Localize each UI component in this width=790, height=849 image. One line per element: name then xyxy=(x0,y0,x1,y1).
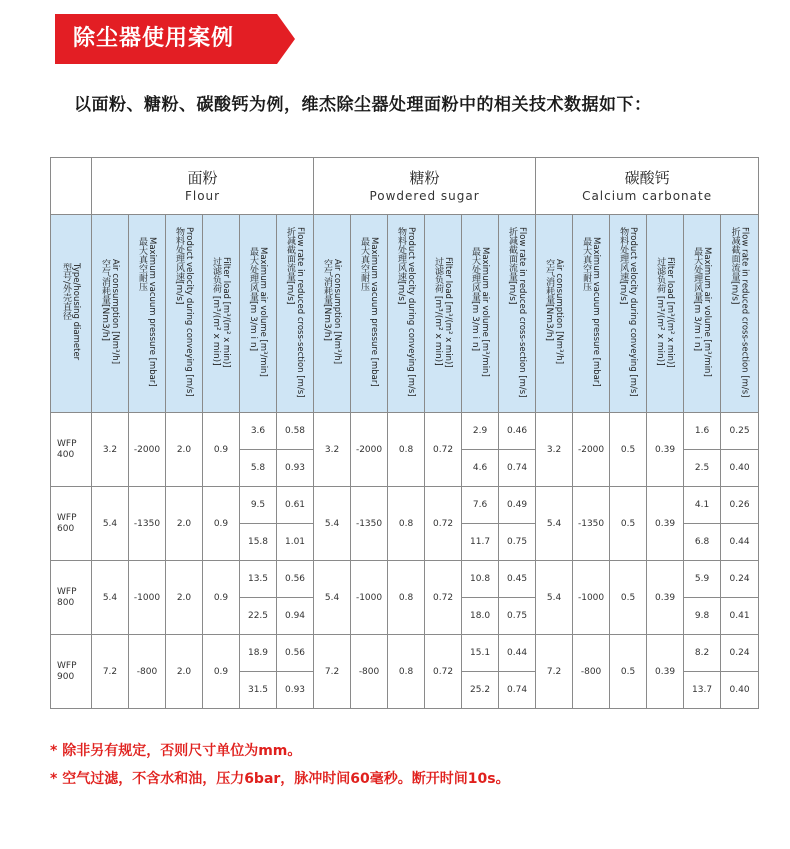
value-cell-vel: 2.0 xyxy=(166,413,203,487)
value-cell-flow: 0.49 xyxy=(499,487,536,524)
model-prefix: WFP xyxy=(57,586,77,597)
value-cell-air: 5.4 xyxy=(536,487,573,561)
value-cell-vel: 2.0 xyxy=(166,561,203,635)
table-row xyxy=(51,635,759,672)
column-header-en: Flow rate in reduced cross-section [m/s] xyxy=(739,226,750,398)
column-header-cell xyxy=(92,215,129,413)
value-cell-flow: 0.40 xyxy=(721,672,759,709)
value-cell-vol: 4.1 xyxy=(684,487,721,524)
value-cell-vol: 15.1 xyxy=(462,635,499,672)
column-header xyxy=(618,227,638,397)
value-cell-flow: 0.75 xyxy=(499,598,536,635)
column-header-cell xyxy=(573,215,610,413)
value-cell-vac: -2000 xyxy=(129,413,166,487)
group-zh: 碳酸钙 xyxy=(624,169,670,187)
value-cell-vol: 18.9 xyxy=(240,635,277,672)
column-header-cell xyxy=(425,215,462,413)
model-prefix: WFP xyxy=(57,660,77,671)
value-cell-vel: 0.8 xyxy=(388,413,425,487)
value-cell-air: 5.4 xyxy=(314,561,351,635)
value-cell-flow: 1.01 xyxy=(277,524,314,561)
column-header-zh: 物料处理风速[m/s] xyxy=(396,227,407,305)
column-header-zh: 折减截面流量[m/s] xyxy=(729,226,740,305)
value-cell-vel: 0.5 xyxy=(610,561,647,635)
column-header-zh: 物料处理风速[m/s] xyxy=(618,227,629,305)
value-cell-vol: 9.8 xyxy=(684,598,721,635)
value-cell-vol: 9.5 xyxy=(240,487,277,524)
column-header-cell xyxy=(351,215,388,413)
model-header-en: Type/housing diameter xyxy=(71,263,81,361)
column-header xyxy=(581,237,601,387)
value-cell-filter: 0.72 xyxy=(425,635,462,709)
value-cell-air: 3.2 xyxy=(92,413,129,487)
value-cell-flow: 0.58 xyxy=(277,413,314,450)
value-cell-filter: 0.72 xyxy=(425,413,462,487)
value-cell-flow: 0.93 xyxy=(277,450,314,487)
value-cell-vol: 18.0 xyxy=(462,598,499,635)
value-cell-vol: 2.9 xyxy=(462,413,499,450)
group-en: Calcium carbonate xyxy=(582,189,713,203)
value-cell-filter: 0.39 xyxy=(647,413,684,487)
spec-table-wrap xyxy=(50,157,750,713)
corner-cell xyxy=(51,158,92,215)
column-header-cell xyxy=(647,215,684,413)
value-cell-filter: 0.9 xyxy=(203,487,240,561)
column-header-cell xyxy=(388,215,425,413)
banner-title: 除尘器使用案例 xyxy=(73,26,235,51)
column-header-cell xyxy=(203,215,240,413)
value-cell-flow: 0.26 xyxy=(721,487,759,524)
model-prefix: WFP xyxy=(57,512,77,523)
value-cell-vel: 0.8 xyxy=(388,561,425,635)
column-header-zh: 折减截面流量[m/s] xyxy=(507,226,518,305)
section-banner xyxy=(55,14,295,64)
value-cell-vol: 13.7 xyxy=(684,672,721,709)
value-cell-air: 5.4 xyxy=(92,561,129,635)
column-header-zh: 最大真空耐压 xyxy=(581,237,592,292)
value-cell-filter: 0.9 xyxy=(203,413,240,487)
column-header-cell xyxy=(314,215,351,413)
group-en: Powdered sugar xyxy=(369,189,480,203)
column-header-en: Air consumption [Nm³/h] xyxy=(332,259,343,365)
value-cell-air: 7.2 xyxy=(92,635,129,709)
column-header-zh: 空气消耗量[Nm3/h] xyxy=(100,259,110,342)
value-cell-vel: 0.5 xyxy=(610,487,647,561)
model-cell xyxy=(51,561,92,635)
value-cell-flow: 0.25 xyxy=(721,413,759,450)
table-row xyxy=(51,561,759,598)
value-cell-flow: 0.94 xyxy=(277,598,314,635)
column-header-en: Flow rate in reduced cross-section [m/s] xyxy=(517,226,528,398)
value-cell-vac: -800 xyxy=(351,635,388,709)
column-header-cell xyxy=(610,215,647,413)
value-cell-air: 7.2 xyxy=(314,635,351,709)
value-cell-vol: 4.6 xyxy=(462,450,499,487)
value-cell-vel: 2.0 xyxy=(166,635,203,709)
column-header-zh: 物料处理风速[m/s] xyxy=(174,227,184,305)
value-cell-vol: 11.7 xyxy=(462,524,499,561)
column-header-en: Filter load [m³/(m² x min)] xyxy=(443,256,454,368)
value-cell-vol: 8.2 xyxy=(684,635,721,672)
value-cell-vac: -1350 xyxy=(129,487,166,561)
model-size: 400 xyxy=(57,449,75,460)
value-cell-flow: 0.75 xyxy=(499,524,536,561)
column-header-en: Maximum vacuum pressure [mbar] xyxy=(591,237,602,387)
column-header xyxy=(359,237,379,387)
column-header-en: Filter load [m³/(m² x min)] xyxy=(221,256,231,368)
model-header-zh: 型号/外壳直径 xyxy=(61,263,71,321)
model-size: 900 xyxy=(57,671,75,682)
value-cell-vac: -1000 xyxy=(129,561,166,635)
value-cell-air: 5.4 xyxy=(536,561,573,635)
column-header xyxy=(692,247,712,377)
value-cell-vol: 5.9 xyxy=(684,561,721,598)
column-header-zh: 空气消耗量[Nm3/h] xyxy=(322,259,333,342)
model-header xyxy=(61,263,81,360)
value-cell-filter: 0.39 xyxy=(647,561,684,635)
column-header-zh: 最大处理风量[m 3/m i n] xyxy=(470,247,481,352)
value-cell-vol: 15.8 xyxy=(240,524,277,561)
column-header-en: Product velocity during conveying [m/s] xyxy=(628,227,639,397)
column-header xyxy=(655,257,675,368)
column-header-en: Maximum air volume [m³/min] xyxy=(702,247,713,377)
column-header xyxy=(396,227,416,397)
intro-text: 以面粉、糖粉、碳酸钙为例，维杰除尘器处理面粉中的相关技术数据如下： xyxy=(74,95,652,115)
model-size: 800 xyxy=(57,597,75,608)
column-header xyxy=(100,259,120,364)
value-cell-vel: 2.0 xyxy=(166,487,203,561)
column-header-en: Air consumption [Nm³/h] xyxy=(554,259,565,365)
note-air: * 空气过滤，不含水和油，压力6bar，脉冲时间60毫秒。断开时间10s。 xyxy=(50,771,510,787)
column-header-zh: 过滤负荷 [m³/(m² x min)] xyxy=(211,256,221,366)
value-cell-filter: 0.72 xyxy=(425,487,462,561)
value-cell-flow: 0.44 xyxy=(721,524,759,561)
value-cell-vol: 5.8 xyxy=(240,450,277,487)
column-header-en: Maximum air volume [m³/min] xyxy=(480,247,491,377)
column-header-cell xyxy=(536,215,573,413)
column-header xyxy=(248,247,268,377)
column-header-cell xyxy=(277,215,314,413)
value-cell-vac: -800 xyxy=(129,635,166,709)
column-header-cell xyxy=(129,215,166,413)
value-cell-vol: 13.5 xyxy=(240,561,277,598)
value-cell-filter: 0.72 xyxy=(425,561,462,635)
value-cell-air: 3.2 xyxy=(536,413,573,487)
column-header-en: Maximum vacuum pressure [mbar] xyxy=(147,237,157,387)
model-cell xyxy=(51,635,92,709)
note-units: * 除非另有规定，否则尺寸单位为mm。 xyxy=(50,743,302,759)
value-cell-vol: 6.8 xyxy=(684,524,721,561)
value-cell-vac: -1000 xyxy=(573,561,610,635)
spec-table xyxy=(50,157,759,709)
group-header-flour xyxy=(92,158,314,215)
column-header-zh: 空气消耗量[Nm3/h] xyxy=(544,259,555,342)
column-header-en: Product velocity during conveying [m/s] xyxy=(184,227,194,397)
value-cell-vel: 0.5 xyxy=(610,413,647,487)
column-header-cell xyxy=(462,215,499,413)
model-prefix: WFP xyxy=(57,438,77,449)
column-header-cell xyxy=(721,215,759,413)
value-cell-vol: 7.6 xyxy=(462,487,499,524)
value-cell-vol: 25.2 xyxy=(462,672,499,709)
column-header xyxy=(544,259,564,364)
column-header-zh: 最大处理风量[m 3/m i n] xyxy=(692,247,703,352)
model-cell xyxy=(51,487,92,561)
column-header xyxy=(285,227,305,397)
group-zh: 面粉 xyxy=(187,169,218,187)
column-header xyxy=(211,257,231,368)
value-cell-vol: 31.5 xyxy=(240,672,277,709)
group-header-calcium xyxy=(536,158,759,215)
group-header-sugar xyxy=(314,158,536,215)
column-header-zh: 最大真空耐压 xyxy=(359,237,370,292)
value-cell-air: 7.2 xyxy=(536,635,573,709)
value-cell-flow: 0.24 xyxy=(721,635,759,672)
value-cell-vel: 0.5 xyxy=(610,635,647,709)
column-header-cell xyxy=(166,215,203,413)
value-cell-vac: -800 xyxy=(573,635,610,709)
value-cell-vac: -2000 xyxy=(351,413,388,487)
column-header-cell xyxy=(499,215,536,413)
value-cell-flow: 0.40 xyxy=(721,450,759,487)
value-cell-vac: -1350 xyxy=(351,487,388,561)
column-header-zh: 过滤负荷 [m³/(m² x min)] xyxy=(433,256,444,366)
value-cell-flow: 0.45 xyxy=(499,561,536,598)
value-cell-flow: 0.44 xyxy=(499,635,536,672)
column-header xyxy=(174,227,194,397)
value-cell-vol: 22.5 xyxy=(240,598,277,635)
value-cell-flow: 0.56 xyxy=(277,635,314,672)
value-cell-filter: 0.39 xyxy=(647,635,684,709)
column-header xyxy=(137,237,157,387)
column-header xyxy=(470,247,490,377)
column-header-en: Maximum vacuum pressure [mbar] xyxy=(369,237,380,387)
column-header-en: Flow rate in reduced cross-section [m/s] xyxy=(295,226,306,398)
column-header xyxy=(322,259,342,364)
value-cell-flow: 0.93 xyxy=(277,672,314,709)
value-cell-air: 5.4 xyxy=(314,487,351,561)
column-header-en: Maximum air volume [m³/min] xyxy=(258,247,268,377)
column-header-row xyxy=(51,215,759,413)
model-header-cell xyxy=(51,215,92,413)
value-cell-vac: -2000 xyxy=(573,413,610,487)
value-cell-filter: 0.9 xyxy=(203,635,240,709)
value-cell-vac: -1000 xyxy=(351,561,388,635)
value-cell-vol: 10.8 xyxy=(462,561,499,598)
model-size: 600 xyxy=(57,523,75,534)
column-header xyxy=(730,227,750,397)
table-row xyxy=(51,487,759,524)
model-cell xyxy=(51,413,92,487)
value-cell-air: 3.2 xyxy=(314,413,351,487)
value-cell-vol: 3.6 xyxy=(240,413,277,450)
value-cell-vel: 0.8 xyxy=(388,635,425,709)
column-header xyxy=(507,227,527,397)
value-cell-filter: 0.39 xyxy=(647,487,684,561)
value-cell-flow: 0.46 xyxy=(499,413,536,450)
column-header-zh: 最大真空耐压 xyxy=(137,237,147,292)
table-row xyxy=(51,413,759,450)
value-cell-flow: 0.41 xyxy=(721,598,759,635)
value-cell-flow: 0.61 xyxy=(277,487,314,524)
value-cell-vol: 1.6 xyxy=(684,413,721,450)
column-header xyxy=(433,257,453,368)
column-header-cell xyxy=(240,215,277,413)
value-cell-flow: 0.74 xyxy=(499,672,536,709)
value-cell-flow: 0.24 xyxy=(721,561,759,598)
value-cell-flow: 0.56 xyxy=(277,561,314,598)
value-cell-flow: 0.74 xyxy=(499,450,536,487)
value-cell-air: 5.4 xyxy=(92,487,129,561)
value-cell-vac: -1350 xyxy=(573,487,610,561)
column-header-zh: 过滤负荷 [m³/(m² x min)] xyxy=(655,256,666,366)
column-header-cell xyxy=(684,215,721,413)
column-header-zh: 折减截面流量[m/s] xyxy=(285,226,296,305)
column-header-zh: 最大处理风量[m 3/m i n] xyxy=(248,247,258,352)
value-cell-vel: 0.8 xyxy=(388,487,425,561)
column-header-en: Filter load [m³/(m² x min)] xyxy=(665,256,676,368)
value-cell-vol: 2.5 xyxy=(684,450,721,487)
group-en: Flour xyxy=(184,189,221,203)
column-header-en: Air consumption [Nm³/h] xyxy=(110,259,120,365)
group-zh: 糖粉 xyxy=(409,169,440,187)
value-cell-filter: 0.9 xyxy=(203,561,240,635)
column-header-en: Product velocity during conveying [m/s] xyxy=(406,227,417,397)
